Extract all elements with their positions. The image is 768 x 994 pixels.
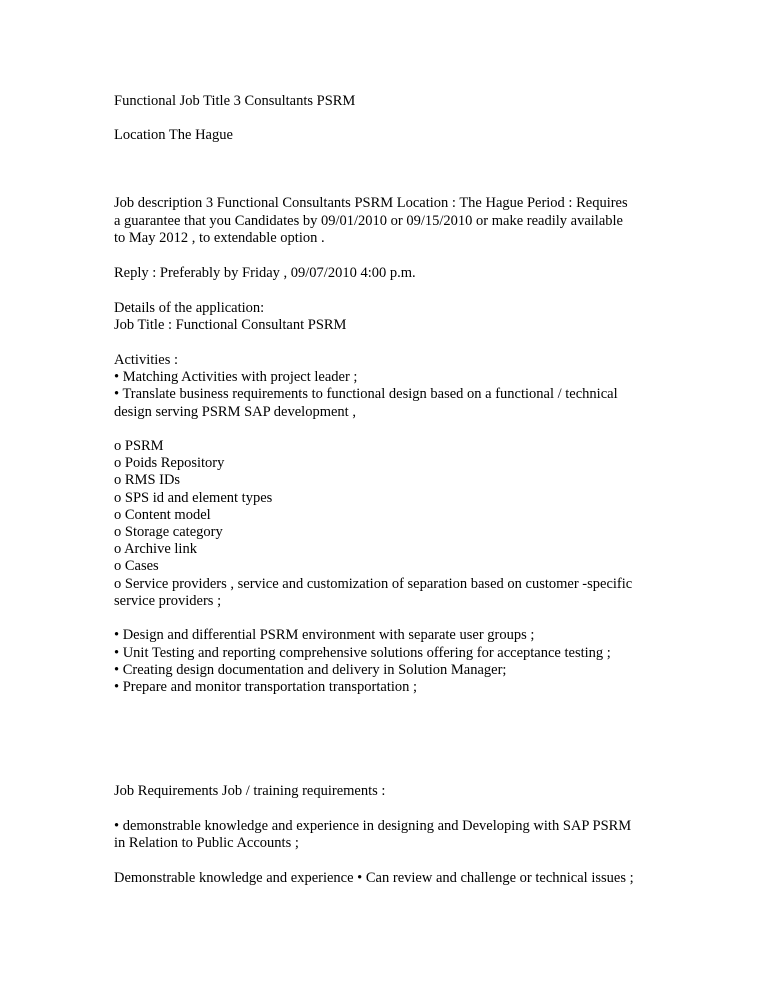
requirement-item: • demonstrable knowledge and experience in designing and Developing with SAP PSRM	[114, 818, 632, 834]
sub-item: o Archive link	[114, 541, 197, 557]
sub-item: o RMS IDs	[114, 472, 181, 488]
reply-line: Reply : Preferably by Friday , 09/07/2010 4:00 p.m.	[114, 265, 416, 281]
job-description-line-2: a guarantee that you Candidates by 09/01/2010 or 09/15/2010 or make readily available	[114, 213, 623, 229]
activity-item: • Matching Activities with project leader ;	[114, 369, 358, 385]
sub-item: o Service providers , service and customization of separation based on customer -specific	[114, 576, 633, 592]
sub-item: o Storage category	[114, 524, 223, 540]
sub-item-continuation: service providers ;	[114, 593, 222, 609]
bullet-item: • Creating design documentation and delivery in Solution Manager;	[114, 662, 507, 678]
job-title-heading: Functional Job Title 3 Consultants PSRM	[114, 93, 356, 109]
sub-item: o Content model	[114, 507, 211, 523]
bullet-item: • Design and differential PSRM environment with separate user groups ;	[114, 627, 535, 643]
requirement-line: Demonstrable knowledge and experience • Can review and challenge or technical issues ;	[114, 870, 634, 886]
requirement-item-continuation: in Relation to Public Accounts ;	[114, 835, 299, 851]
job-title-line: Job Title : Functional Consultant PSRM	[114, 317, 347, 333]
activity-item-continuation: design serving PSRM SAP development ,	[114, 404, 356, 420]
activities-heading: Activities :	[114, 352, 179, 368]
bullet-item: • Prepare and monitor transportation transportation ;	[114, 679, 418, 695]
job-description-line-1: Job description 3 Functional Consultants PSRM Location : The Hague Period : Requires	[114, 195, 628, 211]
sub-item: o Poids Repository	[114, 455, 225, 471]
details-heading: Details of the application:	[114, 300, 265, 316]
sub-item: o SPS id and element types	[114, 490, 273, 506]
activity-item: • Translate business requirements to functional design based on a functional / technical	[114, 386, 618, 402]
sub-item: o Cases	[114, 558, 159, 574]
requirements-heading: Job Requirements Job / training requirements :	[114, 783, 386, 799]
sub-item: o PSRM	[114, 438, 164, 454]
location-line: Location The Hague	[114, 127, 233, 143]
job-description-line-3: to May 2012 , to extendable option .	[114, 230, 325, 246]
bullet-item: • Unit Testing and reporting comprehensive solutions offering for acceptance testing ;	[114, 645, 611, 661]
